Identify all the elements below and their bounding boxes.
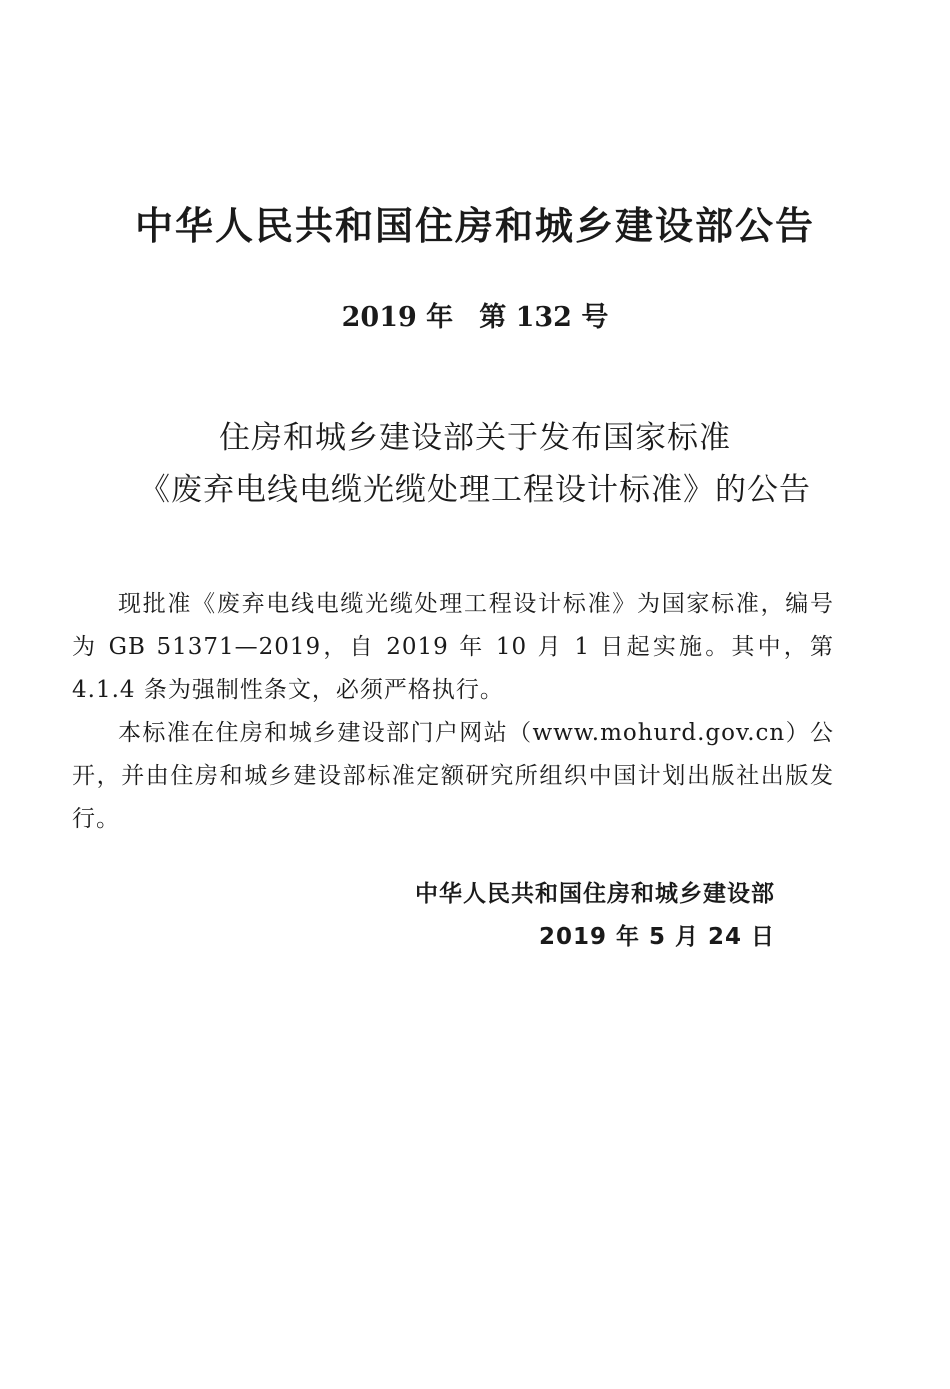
subject-line-2: 《废弃电线电缆光缆处理工程设计标准》的公告 (139, 472, 811, 508)
subject-line-1: 住房和城乡建设部关于发布国家标准 (219, 420, 731, 456)
announcement-title: 中华人民共和国住房和城乡建设部公告 (134, 204, 815, 248)
signature-block (415, 873, 775, 959)
body-paragraph-approval: 现批准《废弃电线电缆光缆处理工程设计标准》为国家标准，编号为 GB 51371—2019，自 2019 年 10 月 1 日起实施。其中，第 4.1.4 条为强制性条文，必须严格执行。 (72, 591, 834, 703)
body-paragraph-publication: 本标准在住房和城乡建设部门户网站（www.mohurd.gov.cn）公开，并由住房和城乡建设部标准定额研究所组织中国计划出版社出版发行。 (72, 720, 834, 832)
announcement-number (0, 298, 950, 338)
signature-date: 2019 年 5 月 24 日 (538, 924, 775, 950)
announcement-body (72, 583, 834, 841)
announcement-subject (0, 412, 950, 516)
signature-issuer: 中华人民共和国住房和城乡建设部 (415, 881, 775, 907)
announcement-year: 2019 年 (341, 302, 454, 333)
announcement-issue-number: 第 132 号 (479, 302, 609, 333)
